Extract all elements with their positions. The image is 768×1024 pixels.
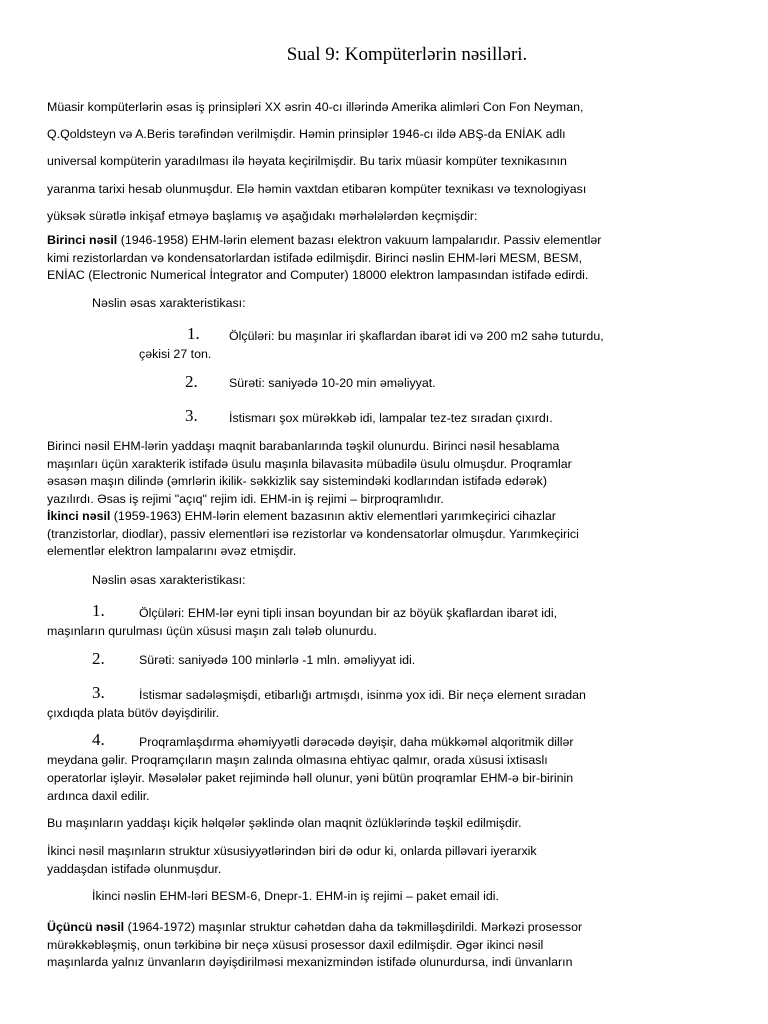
second-generation-paragraph <box>47 508 733 561</box>
item-text: Proqramlaşdırma əhəmiyyətli dərəcədə dəyişir, daha mükkəməl alqoritmik dillər <box>139 735 574 749</box>
intro-line: Müasir kompüterlərin əsas iş prinsipləri XX əsrin 40-cı illərində Amerika alimləri Con Fon Neyman, <box>47 100 584 114</box>
first-generation-paragraph <box>47 232 733 285</box>
first-generation-line: kimi rezistorlardan və kondensatorlardan istifadə edilmişdir. Birinci nəslin EHM-ləri MESM, BESM, <box>47 250 583 265</box>
third-generation-heading: Üçüncü nəsil <box>47 920 125 934</box>
first-characteristics-label: Nəslin əsas xarakteristikası: <box>92 296 246 310</box>
second-structure-paragraph <box>47 843 733 878</box>
item-number: 3. <box>92 683 105 702</box>
item-text-continued: maşınların qurulması üçün xüsusi maşın zalı tələb olunurdu. <box>47 624 377 638</box>
first-generation-line: Birinci nəsil (1946-1958) EHM-lərin element bazası elektron vakuum lampalarıdır. Passiv elementlər <box>47 233 602 247</box>
structure-line: İkinci nəsil maşınların struktur xüsusiyyətlərindən biri də odur ki, onlarda pilləvari iyerarxik <box>47 844 537 858</box>
second-memory-line: Bu maşınların yaddaşı kiçik həlqələr şəklində olan maqnit özlüklərində təşkil edilmişdir. <box>47 816 522 830</box>
third-generation-line: Üçüncü nəsil (1964-1972) maşınlar struktur cəhətdən daha da təkmilləşdirildi. Mərkəzi prosessor <box>47 920 583 934</box>
third-generation-line: maşınlarda yalnız ünvanların dəyişdirilməsi mexanizmindən istifadə olunurdursa, indi ünvanların <box>47 955 573 969</box>
second-generation-line: İkinci nəsil (1959-1963) EHM-lərin element bazasının aktiv elementləri yarımkeçirici cihazlar <box>47 509 556 523</box>
item-text-continued: ardınca daxil edilir. <box>47 789 150 803</box>
second-examples-line: İkinci nəslin EHM-ləri BESM-6, Dnepr-1. EHM-in iş rejimi – paket email idi. <box>92 889 499 903</box>
intro-line: universal kompüterin yaradılması ilə həyata keçirilmişdir. Bu tarix müasir kompüter texnikasının <box>47 154 567 169</box>
item-text: İstismar sadələşmişdi, etibarlığı artmışdı, isinmə yox idi. Bir neçə element sıradan <box>139 688 586 702</box>
item-text-continued: meydana gəlir. Proqramçıların maşın zalında olmasına ehtiyac qalmır, orada xüsusi ixtisaslı <box>47 753 548 767</box>
memory-line: yazılırdı. Əsas iş rejimi "açıq" rejim idi. EHM-in iş rejimi – birproqramlıdır. <box>47 491 444 506</box>
item-text: Ölçüləri: bu maşınlar iri şkaflardan ibarət idi və 200 m2 sahə tuturdu, <box>229 329 604 343</box>
item-text-continued: çıxdıqda plata bütöv dəyişdirilir. <box>47 706 220 720</box>
memory-line: əsasən maşın dilində (əmrlərin ikilik- səkkizlik say sistemindəki kodlarından istifadə edərək) <box>47 474 547 488</box>
item-text: Ölçüləri: EHM-lər eyni tipli insan boyundan bir az böyük şkaflardan ibarət idi, <box>139 606 558 620</box>
item-text-continued: çəkisi 27 ton. <box>139 347 212 361</box>
intro-line: yüksək sürətlə inkişaf etməyə başlamış və aşağıdakı mərhələlərdən keçmişdir: <box>47 208 478 223</box>
first-generation-line: ENİAC (Electronic Numerical İntegrator and Computer) 18000 elektron lampasından istifadə edirdi. <box>47 268 589 282</box>
intro-paragraph <box>47 94 727 230</box>
second-generation-line: elementlər elektron lampalarını əvəz etmişdir. <box>47 544 297 558</box>
item-text: İstismarı şox mürəkkəb idi, lampalar tez-tez sıradan çıxırdı. <box>229 411 553 425</box>
item-text: Sürəti: saniyədə 10-20 min əməliyyat. <box>229 376 436 390</box>
page-title: Sual 9: Kompüterlərin nəsilləri. <box>286 44 528 65</box>
first-generation-heading: Birinci nəsil <box>47 233 118 247</box>
item-number: 1. <box>187 324 200 343</box>
structure-line: yaddaşdan istifadə olunmuşdur. <box>47 861 222 876</box>
item-number: 2. <box>92 649 105 668</box>
intro-line: Q.Qoldsteyn və A.Beris tərəfindən verilmişdir. Həmin prinsiplər 1946-cı ildə ABŞ-da ENİAK adlı <box>47 127 566 142</box>
item-number: 4. <box>92 730 105 749</box>
item-text: Sürəti: saniyədə 100 minlərlə -1 mln. əməliyyat idi. <box>139 653 416 667</box>
first-memory-paragraph <box>47 438 733 508</box>
second-characteristics-label: Nəslin əsas xarakteristikası: <box>92 573 246 587</box>
memory-line: Birinci nəsil EHM-lərin yaddaşı maqnit barabanlarında təşkil olunurdu. Birinci nəsil hesablama <box>47 439 560 453</box>
second-generation-heading: İkinci nəsil <box>47 509 111 523</box>
item-number: 3. <box>185 406 198 425</box>
second-generation-line: (tranzistorlar, diodlar), passiv elementləri isə rezistorlar və kondensatorlar olmuşdur. Yarımkeçirici <box>47 526 579 541</box>
item-number: 2. <box>185 372 198 391</box>
third-generation-paragraph <box>47 919 733 972</box>
item-text-continued: operatorlar işləyir. Məsələlər paket rejimində həll olunur, yəni bütün proqramlar EHM-ə bir-birinin <box>47 771 574 785</box>
intro-line: yaranma tarixi hesab olunmuşdur. Elə həmin vaxtdan etibarən kompüter texnikası və texnologiyası <box>47 181 587 196</box>
memory-line: maşınları üçün xarakterik istifadə üsulu maşınla bilavasitə mübadilə üsulu olmuşdur. Proqramlar <box>47 456 572 471</box>
item-number: 1. <box>92 601 105 620</box>
third-generation-line: mürəkkəbləşmiş, onun tərkibinə bir neçə xüsusi prosessor daxil edilmişdir. Əgər ikinci nəsil <box>47 937 544 952</box>
